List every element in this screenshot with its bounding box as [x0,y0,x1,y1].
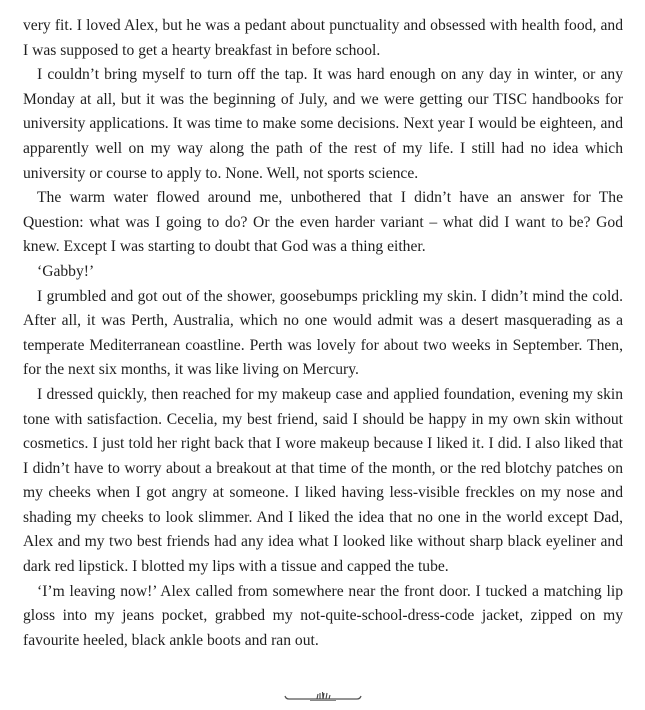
paragraph-gabby-call: ‘Gabby!’ [37,262,95,280]
paragraph-tap: I couldn’t bring myself to turn off the tap. It was hard enough on any day in winter, or any Monday at all, but it was the beginning of July, and we were getting our TISC handbooks for university applications. It was time to make some decisions. Next year I would be eighteen, and apparently well on my way along the path of the rest of my life. I still had no idea which university or course to apply to. None. Well, not sports science. [23,66,623,182]
paragraph-warm-water: The warm water flowed around me, unbothered that I didn’t have an answer for The Question: what was I going to do? Or the even harder variant – what did I want to be? God knew. Except I was starting to doubt that God was a thing either. [23,189,623,256]
scene-break-flourish-icon [284,690,362,704]
paragraph-shower: I grumbled and got out of the shower, goosebumps prickling my skin. I didn’t mind the cold. After all, it was Perth, Australia, which no one would admit was a desert masquerading as a temperate Mediterranean coastline. Perth was lovely for about two weeks in September. Then, for the next six months, it was like living on Mercury. [23,287,623,379]
paragraph-continued: very fit. I loved Alex, but he was a pedant about punctuality and obsessed with health food, and I was supposed to get a hearty breakfast in before school. [23,17,623,59]
book-page-text [23,14,623,653]
paragraph-makeup: I dressed quickly, then reached for my makeup case and applied foundation, evening my skin tone with satisfaction. Cecelia, my best friend, said I should be happy in my own skin without cosmetics. I just told her right back that I wore makeup because I liked it. I did. I also liked that I didn’t have to worry about a breakout at that time of the month, or the red blotchy patches on my cheeks when I got angry at someone. I liked having less-visible freckles on my nose and shading my cheeks to look slimmer. And I liked the idea that no one in the world except Dad, Alex and my two best friends had any idea what I looked like without sharp black eyeliner and dark red lipstick. I blotted my lips with a tissue and capped the tube. [23,385,623,576]
paragraph-leaving: ‘I’m leaving now!’ Alex called from somewhere near the front door. I tucked a matching lip gloss into my jeans pocket, grabbed my not-quite-school-dress-code jacket, zipped on my favourite heeled, black ankle boots and ran out. [23,582,623,649]
